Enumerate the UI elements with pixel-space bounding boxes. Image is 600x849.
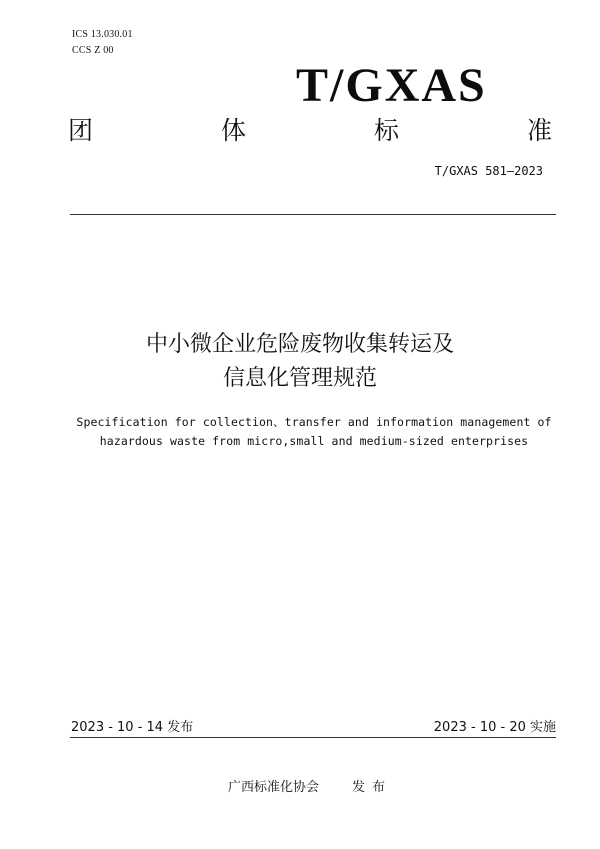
- category-char-2: 体: [220, 116, 246, 145]
- ccs-code: CCS Z 00: [72, 45, 114, 56]
- publisher-name: 广西标准化协会: [228, 780, 320, 795]
- chinese-title-line-1: 中小微企业危险废物收集转运及: [145, 332, 454, 357]
- issue-date: 2023 - 10 - 14 发布: [71, 720, 194, 735]
- chinese-title: [0, 328, 600, 396]
- standard-brand-logo: T/GXAS: [296, 59, 487, 112]
- standard-category: [68, 114, 552, 148]
- chinese-title-line-2: 信息化管理规范: [222, 366, 377, 391]
- english-title-line-2: hazardous waste from micro,small and medium-sized enterprises: [99, 434, 529, 448]
- category-char-4: 准: [526, 116, 552, 145]
- bottom-divider: [70, 737, 556, 738]
- category-char-3: 标: [373, 116, 399, 145]
- top-divider: [70, 214, 556, 215]
- english-title: [0, 413, 600, 451]
- implementation-date: 2023 - 10 - 20 实施: [433, 720, 556, 735]
- category-char-1: 团: [68, 116, 94, 145]
- english-title-line-1: Specification for collection、transfer and information management of: [76, 415, 552, 429]
- standard-number: T/GXAS 581—2023: [434, 164, 543, 178]
- ics-code: ICS 13.030.01: [72, 29, 133, 40]
- publish-label: 发布: [352, 780, 393, 795]
